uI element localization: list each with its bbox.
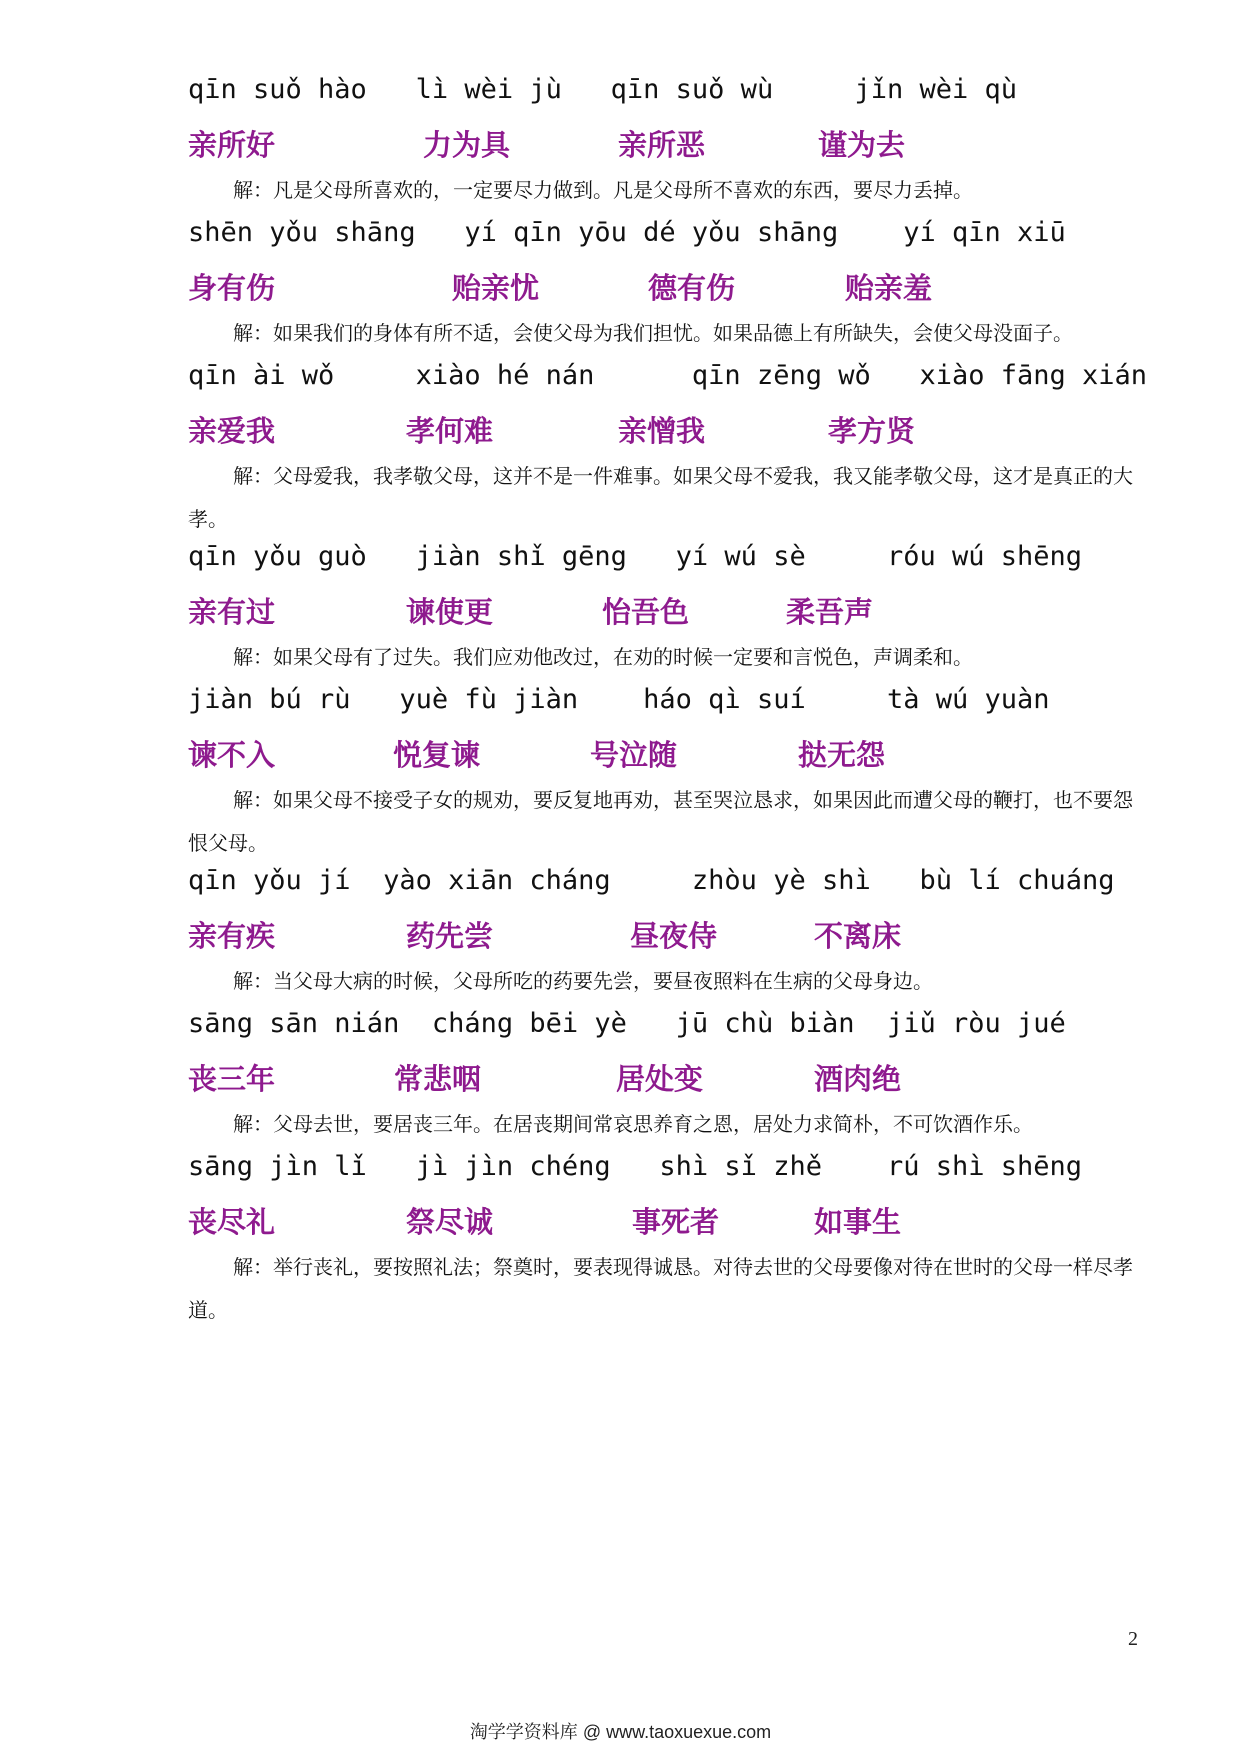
page-number: 2: [1128, 1628, 1138, 1650]
verse-phrase: 常悲咽: [394, 1062, 482, 1096]
pinyin-line: qīn ài wǒ xiào hé nán qīn zēng wǒ xiào fāng xián: [188, 360, 1148, 391]
verse-phrase: 事死者: [632, 1205, 720, 1239]
pinyin-line: qīn yǒu guò jiàn shǐ gēng yí wú sè róu wú shēng: [188, 541, 1083, 572]
verse-phrase: 身有伤: [188, 271, 276, 305]
verse-phrase: 酒肉绝: [814, 1062, 902, 1096]
verse-phrase: 亲所恶: [618, 128, 706, 162]
verse-line: [188, 266, 1088, 306]
verse-phrase: 不离床: [814, 919, 902, 953]
verse-phrase: 丧尽礼: [188, 1205, 276, 1239]
pinyin-line: jiàn bú rù yuè fù jiàn háo qì suí tà wú yuàn: [188, 684, 1050, 715]
explanation-text: 解：如果父母不接受子女的规劝，要反复地再劝，甚至哭泣恳求，如果因此而遭父母的鞭打，也不要怨恨父母。: [188, 788, 1133, 855]
verse-phrase: 谨为去: [818, 128, 906, 162]
verse-phrase: 亲爱我: [188, 414, 276, 448]
pinyin-line: sāng sān nián cháng bēi yè jū chù biàn jiǔ ròu jué: [188, 1008, 1066, 1039]
explanation-text: 解：如果父母有了过失。我们应劝他改过，在劝的时候一定要和言悦色，声调柔和。: [233, 645, 973, 669]
explanation-text: 解：如果我们的身体有所不适，会使父母为我们担忧。如果品德上有所缺失，会使父母没面子。: [233, 321, 1073, 345]
explanation-text: 解：举行丧礼，要按照礼法；祭奠时，要表现得诚恳。对待去世的父母要像对待在世时的父母一样尽孝道。: [188, 1255, 1133, 1322]
verse-phrase: 挞无怨: [798, 738, 886, 772]
explanation-text: 解：父母去世，要居丧三年。在居丧期间常哀思养育之恩，居处力求简朴，不可饮酒作乐。: [233, 1112, 1033, 1136]
explanation-text: 解：父母爱我，我孝敬父母，这并不是一件难事。如果父母不爱我，我又能孝敬父母，这才是真正的大孝。: [188, 464, 1133, 531]
verse-phrase: 号泣随: [590, 738, 678, 772]
verse-phrase: 亲有疾: [188, 919, 276, 953]
verse-phrase: 孝方贤: [828, 414, 916, 448]
verse-phrase: 亲憎我: [618, 414, 706, 448]
verse-phrase: 亲有过: [188, 595, 276, 629]
verse-phrase: 居处变: [616, 1062, 704, 1096]
verse-phrase: 谏使更: [406, 595, 494, 629]
explanation-text: 解：凡是父母所喜欢的，一定要尽力做到。凡是父母所不喜欢的东西，要尽力丢掉。: [233, 178, 973, 202]
pinyin-line: qīn yǒu jí yào xiān cháng zhòu yè shì bù lí chuáng: [188, 865, 1115, 896]
verse-phrase: 贻亲羞: [845, 271, 933, 305]
verse-phrase: 怡吾色: [602, 595, 690, 629]
verse-phrase: 昼夜侍: [630, 919, 718, 953]
verse-phrase: 柔吾声: [786, 595, 874, 629]
pinyin-line: shēn yǒu shāng yí qīn yōu dé yǒu shāng yí qīn xiū: [188, 217, 1066, 248]
pinyin-line: qīn suǒ hào lì wèi jù qīn suǒ wù jǐn wèi qù: [188, 74, 1018, 105]
verse-phrase: 力为具: [423, 128, 511, 162]
verse-phrase: 悦复谏: [393, 738, 481, 772]
verse-line: [188, 1057, 1088, 1097]
verse-phrase: 祭尽诚: [406, 1205, 494, 1239]
verse-phrase: 贻亲忧: [452, 271, 540, 305]
explanation-text: 解：当父母大病的时候，父母所吃的药要先尝，要昼夜照料在生病的父母身边。: [233, 969, 933, 993]
verse-phrase: 孝何难: [406, 414, 494, 448]
footer-watermark: 淘学学资料库 @ www.taoxuexue.com: [469, 1722, 772, 1742]
verse-phrase: 药先尝: [406, 919, 494, 953]
verse-line: [188, 733, 1088, 773]
verse-phrase: 谏不入: [188, 738, 276, 772]
verse-line: [188, 123, 1088, 163]
verse-phrase: 亲所好: [188, 128, 276, 162]
verse-phrase: 如事生: [814, 1205, 902, 1239]
verse-line: [188, 409, 1088, 449]
verse-phrase: 丧三年: [188, 1062, 276, 1096]
verse-phrase: 德有伤: [648, 271, 736, 305]
verse-line: [188, 1200, 1088, 1240]
verse-line: [188, 590, 1088, 630]
pinyin-line: sāng jìn lǐ jì jìn chéng shì sǐ zhě rú shì shēng: [188, 1151, 1083, 1182]
verse-line: [188, 914, 1088, 954]
